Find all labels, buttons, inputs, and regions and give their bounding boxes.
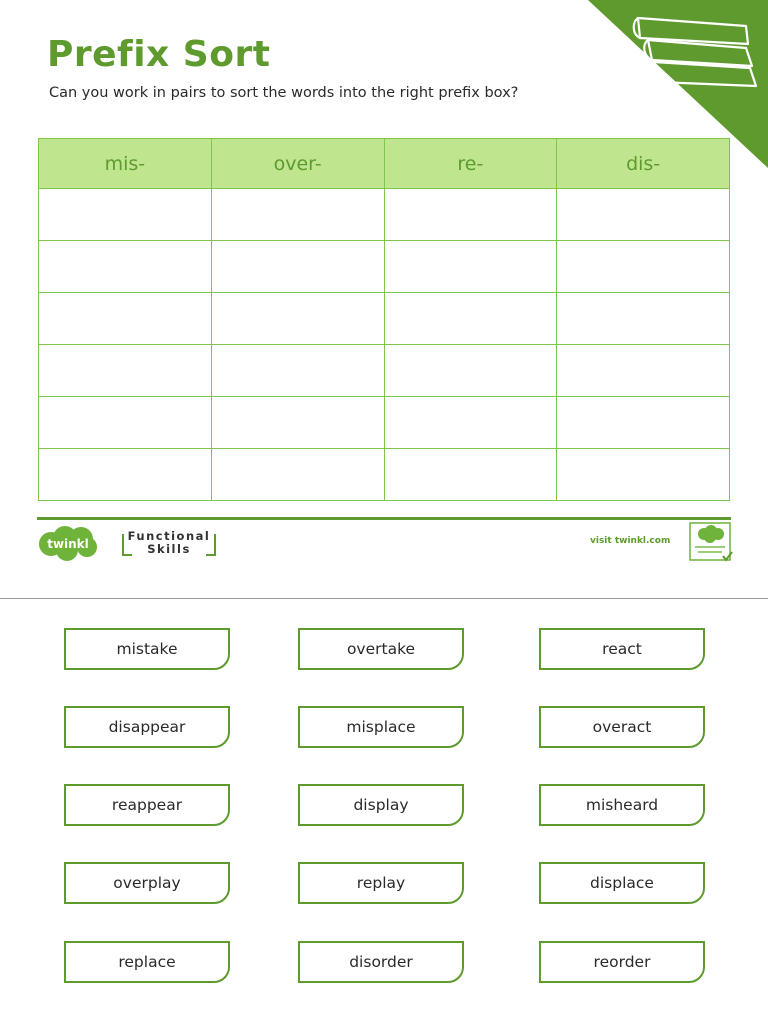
word-card[interactable]: reorder bbox=[539, 941, 705, 983]
table-row bbox=[39, 241, 730, 293]
table-cell[interactable] bbox=[211, 189, 384, 241]
table-cell[interactable] bbox=[557, 345, 730, 397]
skills-text: Skills bbox=[147, 542, 191, 556]
table-cell[interactable] bbox=[39, 189, 212, 241]
table-cell[interactable] bbox=[384, 241, 557, 293]
word-card[interactable]: reappear bbox=[64, 784, 230, 826]
word-card[interactable]: misheard bbox=[539, 784, 705, 826]
word-card[interactable]: replace bbox=[64, 941, 230, 983]
functional-skills-label bbox=[120, 530, 218, 556]
table-cell[interactable] bbox=[384, 397, 557, 449]
bracket-left-icon bbox=[122, 534, 132, 556]
word-card[interactable]: mistake bbox=[64, 628, 230, 670]
table-cell[interactable] bbox=[39, 345, 212, 397]
column-header-dis: dis- bbox=[557, 139, 730, 189]
word-card[interactable]: overplay bbox=[64, 862, 230, 904]
table-cell[interactable] bbox=[384, 189, 557, 241]
word-card[interactable]: react bbox=[539, 628, 705, 670]
table-row bbox=[39, 449, 730, 501]
quality-standard-badge-icon bbox=[689, 522, 733, 562]
table-cell[interactable] bbox=[384, 449, 557, 501]
column-header-re: re- bbox=[384, 139, 557, 189]
word-card[interactable]: displace bbox=[539, 862, 705, 904]
table-row bbox=[39, 397, 730, 449]
logo-text: twinkl bbox=[47, 537, 89, 551]
table-row bbox=[39, 189, 730, 241]
table-cell[interactable] bbox=[557, 397, 730, 449]
instructions: Can you work in pairs to sort the words into the right prefix box? bbox=[49, 85, 519, 101]
word-card[interactable]: disappear bbox=[64, 706, 230, 748]
word-card[interactable]: disorder bbox=[298, 941, 464, 983]
table-cell[interactable] bbox=[39, 241, 212, 293]
functional-text: Functional bbox=[127, 529, 211, 543]
table-cell[interactable] bbox=[211, 449, 384, 501]
word-card[interactable]: display bbox=[298, 784, 464, 826]
footer-rule bbox=[37, 517, 731, 520]
word-card[interactable]: overact bbox=[539, 706, 705, 748]
table-cell[interactable] bbox=[384, 293, 557, 345]
table-cell[interactable] bbox=[211, 241, 384, 293]
table-cell[interactable] bbox=[211, 345, 384, 397]
table-cell[interactable] bbox=[39, 293, 212, 345]
table-cell[interactable] bbox=[557, 449, 730, 501]
table-cell[interactable] bbox=[557, 189, 730, 241]
twinkl-logo bbox=[37, 524, 99, 562]
table-row bbox=[39, 345, 730, 397]
table-cell[interactable] bbox=[557, 293, 730, 345]
table-cell[interactable] bbox=[39, 397, 212, 449]
table-cell[interactable] bbox=[384, 345, 557, 397]
table-cell[interactable] bbox=[211, 293, 384, 345]
table-cell[interactable] bbox=[39, 449, 212, 501]
table-cell[interactable] bbox=[211, 397, 384, 449]
column-header-over: over- bbox=[211, 139, 384, 189]
table-cell[interactable] bbox=[557, 241, 730, 293]
prefix-sort-table bbox=[38, 138, 730, 501]
word-card[interactable]: replay bbox=[298, 862, 464, 904]
column-header-mis: mis- bbox=[39, 139, 212, 189]
page-title: Prefix Sort bbox=[47, 34, 271, 75]
visit-link[interactable]: visit twinkl.com bbox=[590, 536, 671, 546]
word-card[interactable]: misplace bbox=[298, 706, 464, 748]
word-card[interactable]: overtake bbox=[298, 628, 464, 670]
bracket-right-icon bbox=[206, 534, 216, 556]
table-row bbox=[39, 293, 730, 345]
cut-line bbox=[0, 598, 768, 599]
